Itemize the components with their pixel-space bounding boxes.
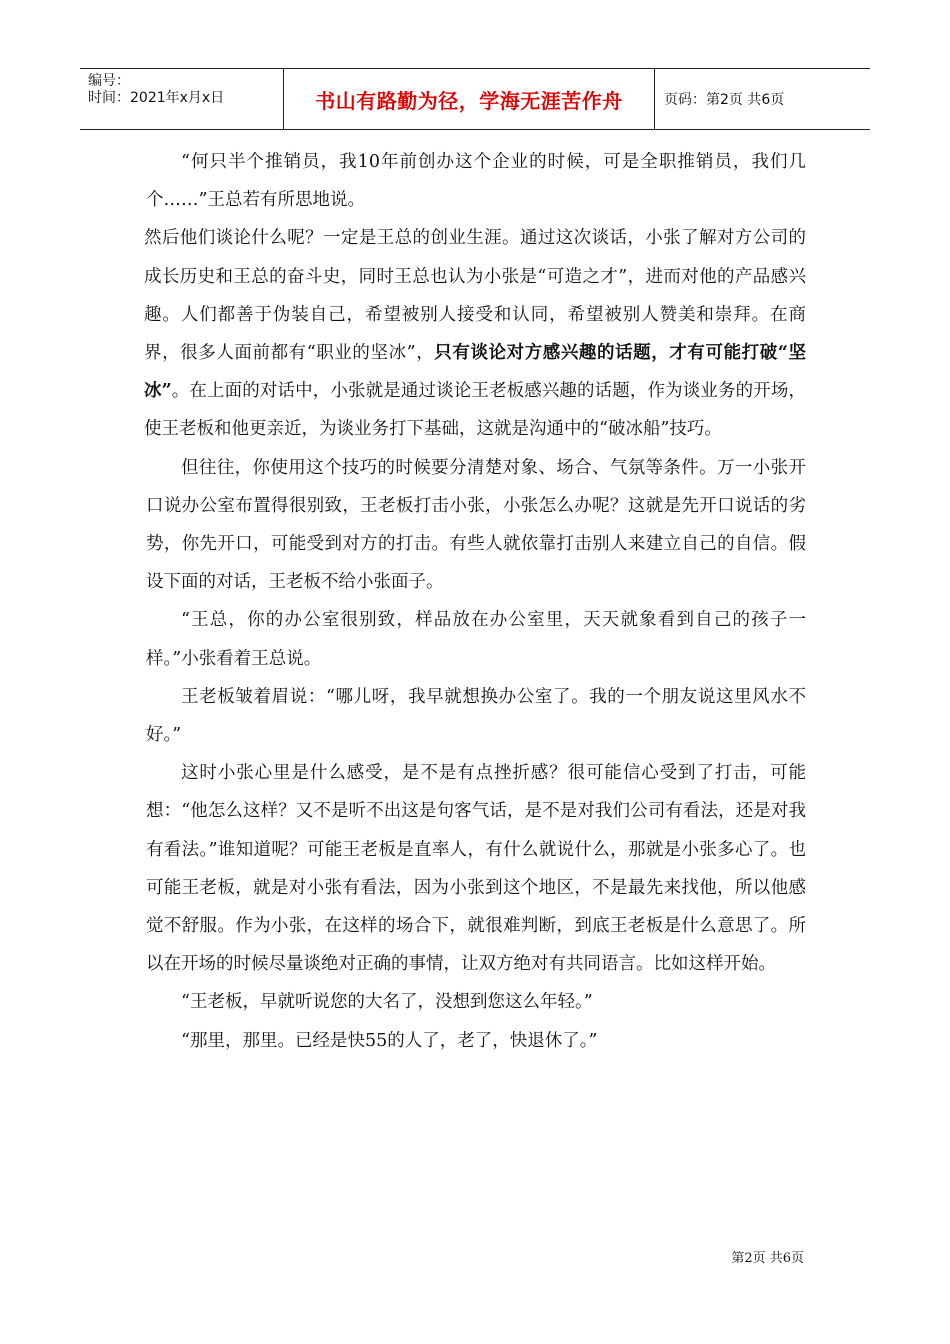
document-body [146,143,806,1060]
header-motto-cell [283,69,655,129]
paragraph-text: 。在上面的对话中，小张就是通过谈论王老板感兴趣的话题，作为谈业务的开场，使王老板和他更亲近，为谈业务打下基础，这就是沟通中的“破冰船”技巧。 [144,381,806,440]
paragraph: 但往往，你使用这个技巧的时候要分清楚对象、场合、气氛等条件。万一小张开口说办公室布置得很别致，王老板打击小张，小张怎么办呢？这就是先开口说话的劣势，你先开口，可能受到对方的打击。有些人就依靠打击别人来建立自己的自信。假设下面的对话，王老板不给小张面子。 [146,457,806,593]
paragraph: “那里，那里。已经是快55的人了，老了，快退休了。” [181,1030,598,1051]
paragraph: 这时小张心里是什么感受，是不是有点挫折感？很可能信心受到了打击，可能想：“他怎么这样？又不是听不出这是句客气话，是不是对我们公司有看法，还是对我有看法。”谁知道呢？可能王老板是直率人，有什么就说什么，那就是小张多心了。也可能王老板，就是对小张有看法，因为小张到这个地区，不是最先来找他，所以他感觉不舒服。作为小张，在这样的场合下，就很难判断，到底王老板是什么意思了。所以在开场的时候尽量谈绝对正确的事情，让双方绝对有共同语言。比如这样开始。 [146,763,806,975]
time-label: 时间：2021年x月x日 [88,90,225,106]
paragraph [144,219,806,448]
paragraph: “何只半个推销员，我10年前创办这个企业的时候，可是全职推销员，我们几个……”王总若有所思地说。 [146,152,806,211]
motto: 书山有路勤为径，学海无涯苦作舟 [315,88,623,113]
header-meta [80,69,283,129]
page-header [80,68,870,130]
emphasis-text: 只有谈论对方感兴趣的话题，才有可能打破“坚冰” [144,343,806,402]
page-label: 页码：第2页 共6页 [664,92,785,108]
paragraph: 王老板皱着眉说：“哪儿呀，我早就想换办公室了。我的一个朋友说这里风水不好。” [146,686,806,746]
paragraph-text: 然后他们谈论什么呢？一定是王总的创业生涯。通过这次谈话，小张了解对方公司的成长历史和王总的奋斗史，同时王总也认为小张是“可造之才”，进而对他的产品感兴趣。人们都善于伪装自己，希望被别人接受和认同，希望被别人赞美和崇拜。在商界，很多人面前都有“职业的坚冰”， [144,228,806,364]
number-label: 编号： [88,73,130,89]
paragraph: “王总，你的办公室很别致，样品放在办公室里，天天就象看到自己的孩子一样。”小张看着王总说。 [146,610,806,669]
header-page-cell [654,69,880,129]
paragraph: “王老板，早就听说您的大名了，没想到您这么年轻。” [181,992,593,1013]
page-footer: 第2页 共6页 [731,1251,804,1266]
